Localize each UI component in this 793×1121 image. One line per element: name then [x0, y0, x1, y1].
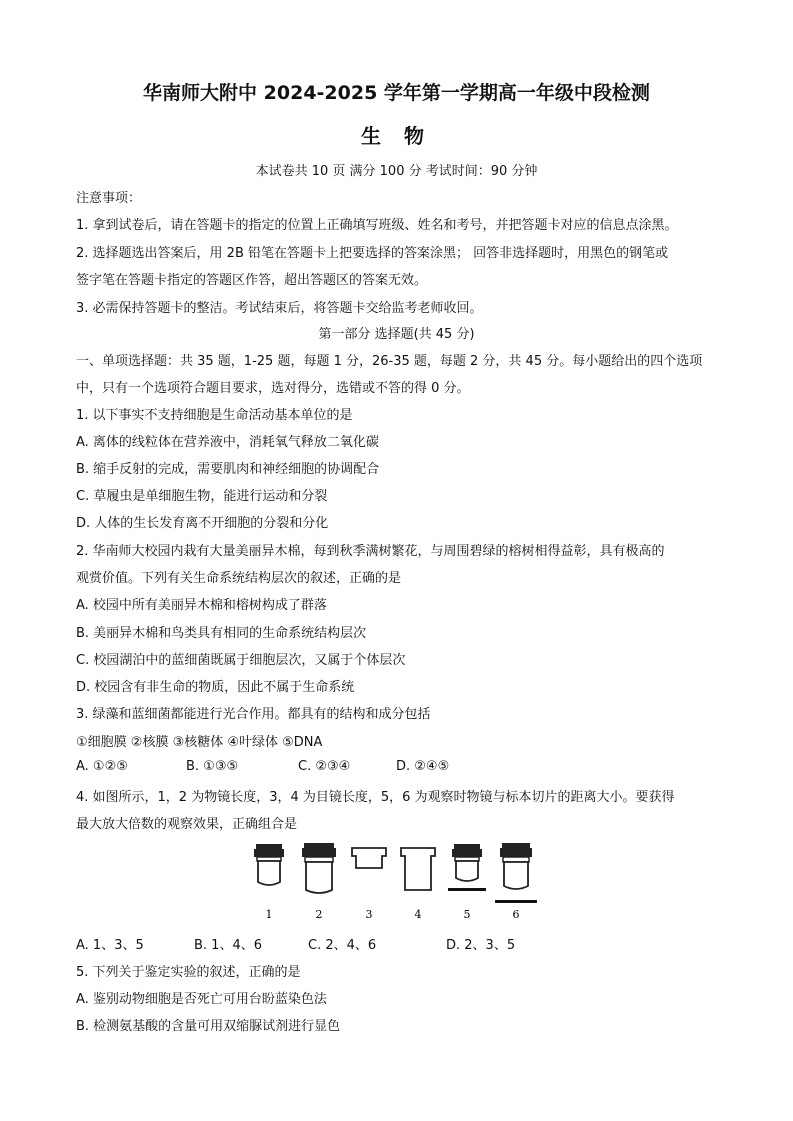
- question-3-items: ①细胞膜 ②核膜 ③核糖体 ④叶绿体 ⑤DNA: [76, 735, 323, 750]
- question-2-option-a: A. 校园中所有美丽异木棉和榕树构成了群落: [76, 598, 327, 613]
- question-3-option-b: B. ①③⑤: [186, 759, 239, 774]
- question-3-options: [76, 759, 449, 774]
- figure-label: 5: [463, 908, 471, 921]
- notice-item: 2. 选择题选出答案后，用 2B 铅笔在答题卡上把要选择的答案涂黑； 回答非选择题时，用黑色的钢笔或: [76, 246, 669, 261]
- exam-title: 华南师大附中 2024-2025 学年第一学期高一年级中段检测: [143, 82, 650, 104]
- question-2-stem: 观赏价值。下列有关生命系统结构层次的叙述，正确的是: [76, 571, 402, 586]
- question-2-option-c: C. 校园湖泊中的蓝细菌既属于细胞层次，又属于个体层次: [76, 653, 406, 668]
- question-5-stem: 5. 下列关于鉴定实验的叙述，正确的是: [76, 965, 301, 980]
- question-4-option-d: D. 2、3、5: [446, 938, 516, 953]
- question-4-stem: 4. 如图所示，1，2 为物镜长度，3，4 为目镜长度，5，6 为观察时物镜与标本切片的距离大小。要获得: [76, 790, 675, 805]
- question-4-stem: 最大放大倍数的观察效果，正确组合是: [76, 817, 298, 832]
- question-2-option-d: D. 校园含有非生命的物质，因此不属于生命系统: [76, 680, 355, 695]
- question-5-option-a: A. 鉴别动物细胞是否死亡可用台盼蓝染色法: [76, 992, 327, 1007]
- notice-heading: 注意事项：: [76, 191, 142, 206]
- question-1-option-b: B. 缩手反射的完成，需要肌肉和神经细胞的协调配合: [76, 462, 380, 477]
- question-3-option-c: C. ②③④: [298, 759, 351, 774]
- objective-lens-far-slide-icon: [495, 843, 537, 903]
- figure-label: 2: [315, 908, 323, 921]
- figure-label: 4: [414, 908, 422, 921]
- question-2-option-b: B. 美丽异木棉和鸟类具有相同的生命系统结构层次: [76, 626, 367, 641]
- figure-label: 6: [512, 908, 520, 921]
- objective-lens-short-icon: [254, 844, 284, 885]
- question-1-option-a: A. 离体的线粒体在营养液中，消耗氧气释放二氧化碳: [76, 435, 379, 450]
- section-title: 第一部分 选择题(共 45 分): [318, 327, 475, 342]
- section-instruction: 一、单项选择题：共 35 题，1-25 题，每题 1 分，26-35 题，每题 2 分，共 45 分。每小题给出的四个选项: [76, 354, 703, 369]
- notice-item: 签字笔在答题卡指定的答题区作答，超出答题区的答案无效。: [76, 273, 428, 288]
- question-4-options: [76, 934, 515, 953]
- exam-info: 本试卷共 10 页 满分 100 分 考试时间：90 分钟: [255, 164, 538, 179]
- question-3-option-a: A. ①②⑤: [76, 759, 128, 774]
- question-5-option-b: B. 检测氨基酸的含量可用双缩脲试剂进行显色: [76, 1019, 341, 1034]
- notice-item: 1. 拿到试卷后，请在答题卡的指定的位置上正确填写班级、姓名和考号，并把答题卡对应的信息点涂黑。: [76, 218, 678, 233]
- question-4-option-b: B. 1、4、6: [194, 938, 262, 953]
- question-3-option-d: D. ②④⑤: [396, 759, 450, 774]
- eyepiece-long-icon: [401, 848, 435, 890]
- question-1-stem: 1. 以下事实不支持细胞是生命活动基本单位的是: [76, 408, 353, 423]
- question-3-stem: 3. 绿藻和蓝细菌都能进行光合作用。都具有的结构和成分包括: [76, 707, 431, 722]
- objective-lens-near-slide-icon: [448, 844, 486, 891]
- question-1-option-d: D. 人体的生长发育离不开细胞的分裂和分化: [76, 516, 329, 531]
- subject-title: 生 物: [361, 124, 432, 148]
- question-2-stem: 2. 华南师大校园内栽有大量美丽异木棉，每到秋季满树繁花，与周围碧绿的榕树相得益彰，具有极高的: [76, 544, 665, 559]
- microscope-lens-figure: [236, 838, 556, 924]
- section-instruction: 中，只有一个选项符合题目要求，选对得分，选错或不答的得 0 分。: [76, 381, 470, 396]
- question-4-option-c: C. 2、4、6: [308, 938, 377, 953]
- figure-label: 1: [265, 908, 273, 921]
- notice-item: 3. 必需保持答题卡的整洁。考试结束后，将答题卡交给监考老师收回。: [76, 301, 483, 316]
- figure-label: 3: [365, 908, 373, 921]
- question-1-option-c: C. 草履虫是单细胞生物，能进行运动和分裂: [76, 489, 328, 504]
- eyepiece-short-icon: [352, 848, 386, 868]
- objective-lens-long-icon: [302, 843, 336, 893]
- question-4-option-a: A. 1、3、5: [76, 938, 144, 953]
